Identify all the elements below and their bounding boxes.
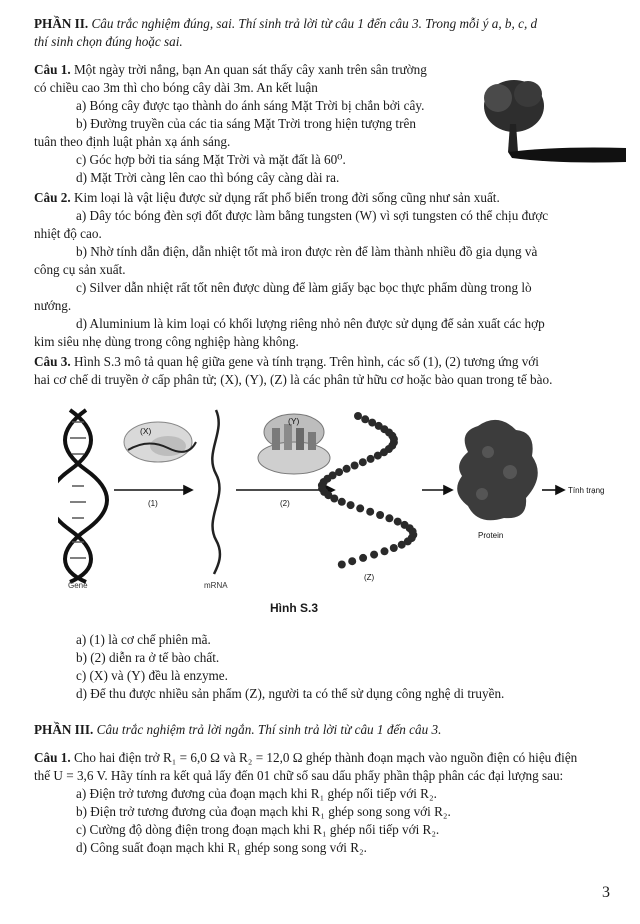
protein-label: Protein (478, 531, 504, 540)
q1-option-d: d) Mặt Trời càng lên cao thì bóng cây càng dài ra. (76, 170, 340, 185)
q2-option-a-cont: nhiệt độ cao. (34, 226, 102, 241)
amino-acid-bead (361, 415, 369, 423)
enzyme-x-icon (124, 422, 196, 462)
q2-option-c: c) Silver dẫn nhiệt rất tốt nên được dùng để làm giấy bạc bọc thực phẩm dùng trong lò (76, 280, 532, 295)
q1-option-b-cont: tuân theo định luật phản xạ ánh sáng. (34, 134, 231, 149)
amino-acid-bead (356, 504, 364, 512)
mrna-strand-icon (212, 410, 220, 574)
amino-acid-bead (330, 495, 338, 503)
q2-stem (34, 190, 500, 206)
amino-acid-bead (359, 554, 367, 562)
protein-blob-icon (457, 420, 538, 520)
gene-trait-figure (58, 402, 618, 592)
amino-acid-bead (359, 458, 367, 466)
q3-option-a: a) (1) là cơ chế phiên mã. (76, 632, 211, 647)
trait-label: Tính trạng (568, 486, 605, 495)
q1-option-c: c) Góc hợp bởi tia sáng Mặt Trời và mặt đất là 60⁰. (76, 152, 346, 167)
q2-stem-text: Kim loại là vật liệu được sử dụng rất phổ biến trong đời sống cũng như sản xuất. (73, 190, 500, 205)
q2-option-c-cont: nướng. (34, 298, 72, 313)
amino-acid-bead (348, 557, 356, 565)
part3-instruction: Câu trắc nghiệm trả lời ngắn. Thí sinh trả lời từ câu 1 đến câu 3. (96, 722, 442, 737)
p3-q1-option-b: b) Điện trở tương đương của đoạn mạch khi R₁ ghép song song với R₂. (76, 804, 451, 819)
q3-option-c: c) (X) và (Y) đều là enzyme. (76, 668, 228, 683)
q2-option-d: d) Aluminium là kim loại có khối lượng riêng nhỏ nên được sử dụng để sản xuất các hợp (76, 316, 545, 331)
amino-acid-bead (347, 501, 355, 509)
arrow-1-label: (1) (148, 499, 158, 508)
q3-stem-2: hai cơ chế di truyền ở cấp phân tử; (X), (Y), (Z) là các phân tử hữu cơ hoặc bào quan trong tế bào. (34, 372, 553, 387)
gene-label: Gene (68, 581, 88, 590)
amino-acid-bead (367, 455, 375, 463)
y-label: (Y) (288, 416, 300, 426)
q3-option-d: d) Để thu được nhiều sản phẩm (Z), người ta có thể sử dụng công nghệ di truyền. (76, 686, 505, 701)
amino-acid-bead (374, 452, 382, 460)
q3-stem-1: Hình S.3 mô tả quan hệ giữa gene và tính trạng. Trên hình, các số (1), (2) tương ứng với (73, 354, 539, 369)
q2-option-b-cont: công cụ sản xuất. (34, 262, 126, 277)
part2-title: PHẦN II. (34, 16, 89, 31)
part2-instruction-1: Câu trắc nghiệm đúng, sai. Thí sinh trả lời từ câu 1 đến câu 3. Trong mỗi ý a, b, c, d (91, 16, 538, 31)
amino-acid-bead (381, 547, 389, 555)
amino-acid-bead (370, 551, 378, 559)
q1-stem-2: có chiều cao 3m thì cho bóng cây dài 3m. An kết luận (34, 80, 318, 95)
p3-q1-stem (34, 750, 577, 766)
dna-helix-icon (58, 410, 107, 582)
amino-acid-bead (394, 518, 402, 526)
p3-q1-label: Câu 1. (34, 750, 71, 765)
p3-q1-option-d: d) Công suất đoạn mạch khi R₁ ghép song song với R₂. (76, 840, 367, 855)
q2-option-d-cont: kim siêu nhẹ dùng trong công nghiệp hàng không. (34, 334, 299, 349)
amino-acid-bead (398, 541, 406, 549)
part2-heading (34, 16, 537, 32)
q3-option-b: b) (2) diễn ra ở tế bào chất. (76, 650, 220, 665)
amino-acid-bead (354, 412, 362, 420)
arrow-4 (542, 486, 564, 494)
q1-stem (34, 62, 427, 78)
q1-label: Câu 1. (34, 62, 71, 77)
amino-acid-bead (366, 508, 374, 516)
arrow-2-label: (2) (280, 499, 290, 508)
figure-caption: Hình S.3 (270, 601, 319, 615)
amino-acid-bead (343, 465, 351, 473)
q1-stem-1: Một ngày trời nắng, bạn An quan sát thấy cây xanh trên sân trường (73, 62, 427, 77)
p3-q1-option-a: a) Điện trở tương đương của đoạn mạch khi R₁ ghép nối tiếp với R₂. (76, 786, 437, 801)
part3-heading (34, 722, 441, 738)
tree-shadow-image (478, 72, 628, 172)
q3-label: Câu 3. (34, 354, 71, 369)
amino-acid-bead (385, 514, 393, 522)
mrna-label: mRNA (204, 581, 228, 590)
q1-option-b: b) Đường truyền của các tia sáng Mặt Trời trong hiện tượng trên (76, 116, 416, 131)
amino-acid-bead (376, 511, 384, 519)
q2-option-a: a) Dây tóc bóng đèn sợi đốt được làm bằng tungsten (W) vì sợi tungsten có thể chịu được (76, 208, 549, 223)
q3-stem (34, 354, 539, 370)
amino-acid-bead (338, 498, 346, 506)
part3-title: PHẦN III. (34, 722, 94, 737)
arrow-3 (422, 486, 452, 494)
amino-acid-bead (338, 561, 346, 569)
q1-option-a: a) Bóng cây được tạo thành do ánh sáng Mặt Trời bị chắn bởi cây. (76, 98, 425, 113)
amino-acid-bead (351, 462, 359, 470)
amino-acid-bead (390, 544, 398, 552)
x-label: (X) (140, 426, 152, 436)
q2-label: Câu 2. (34, 190, 71, 205)
arrow-1 (114, 486, 192, 494)
page-number: 3 (602, 884, 610, 901)
p3-q1-stem-1: Cho hai điện trở R₁ = 6,0 Ω và R₂ = 12,0 Ω ghép thành đoạn mạch vào nguồn điện có hiệu điện (73, 750, 578, 765)
z-label: (Z) (364, 573, 375, 582)
p3-q1-option-c: c) Cường độ dòng điện trong đoạn mạch khi R₁ ghép nối tiếp với R₂. (76, 822, 440, 837)
part2-instruction-2: thí sinh chọn đúng hoặc sai. (34, 34, 183, 49)
p3-q1-stem-2: thế U = 3,6 V. Hãy tính ra kết quả lấy đến 01 chữ số sau dấu phẩy phần thập phân các đại lượng sau: (34, 768, 564, 783)
q2-option-b: b) Nhờ tính dẫn điện, dẫn nhiệt tốt mà iron được rèn để làm thành nhiều đồ gia dụng và (76, 244, 538, 259)
